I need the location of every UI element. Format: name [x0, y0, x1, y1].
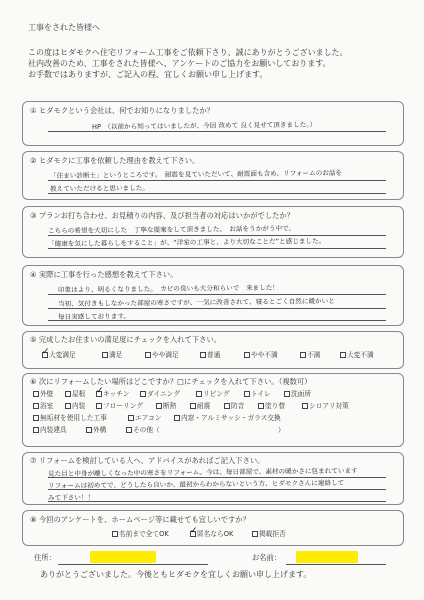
q6-option-interior[interactable]: 内装	[65, 402, 85, 411]
greeting: 工事をされた皆様へ	[28, 23, 100, 32]
q6-option-living[interactable]: リビング	[196, 390, 230, 399]
q4-question: ④ 実際に工事を行った感想を教えて下さい。	[30, 270, 178, 279]
checkbox-checked[interactable]	[42, 352, 48, 358]
checkbox[interactable]	[65, 391, 71, 397]
q6-option-termite[interactable]: シロアリ対策	[302, 402, 349, 411]
checkbox[interactable]	[33, 391, 39, 397]
checkbox[interactable]	[244, 352, 250, 358]
q8-option-anonymous-ok[interactable]: ✓ 匿名ならOK	[190, 530, 233, 539]
q5-option-very-satisfied[interactable]: ✓大変満足	[42, 351, 76, 360]
intro-line-2: 社内改善のため、工事をされた皆様へ、アンケートのご協力をお願いしております。	[28, 59, 331, 68]
checkbox[interactable]	[128, 415, 134, 421]
q5-option-neutral[interactable]: 普通	[200, 351, 220, 360]
checkbox[interactable]	[196, 391, 202, 397]
checkbox[interactable]	[200, 352, 206, 358]
q7-answer-line-3	[48, 501, 386, 502]
q6-option-flooring[interactable]: フローリング	[96, 402, 143, 411]
q8-question: ⑧ 今回のアンケートを、ホームページ等に載せても宜しいですか？	[30, 515, 250, 524]
q7-answer-1[interactable]: 見た目と中身が離しくなった中の寒さをリフォーム。今は、毎日部屋で、素材の暖かさに包まれています	[47, 466, 358, 478]
q3-answer-line-2	[48, 248, 386, 249]
q2-answer-2[interactable]: 教えていただけると思いました。	[49, 183, 149, 193]
q5-option-somewhat-satisfied[interactable]: やや満足	[145, 351, 179, 360]
q6-option-repaint[interactable]: 塗り替	[258, 402, 285, 411]
checkbox[interactable]	[340, 352, 346, 358]
address-redaction	[90, 551, 156, 563]
q5-option-satisfied[interactable]: 満足	[102, 351, 122, 360]
q2-answer-line-1	[48, 180, 386, 181]
q6-option-seismic[interactable]: 耐震	[190, 402, 210, 411]
q4-answer-1[interactable]: 印象はより、明るくなりました。 カビの臭いも大分和らいで 来ました！	[57, 283, 279, 294]
intro-line-3: お手数ではありますが、ご記入の程、宜しくお願い申し上げます。	[28, 70, 268, 79]
q5-question: ⑤ 完成したお住まいの満足度にチェックを入れて下さい。	[30, 335, 222, 344]
q4-answer-3[interactable]: 毎日実感しております。	[57, 312, 131, 321]
q6-option-soundproof[interactable]: 防音	[224, 402, 244, 411]
q6-option-other[interactable]: その他（	[126, 426, 160, 435]
q6-other-close: ）	[278, 426, 285, 434]
q3-answer-2[interactable]: 「健康を気にした暮らしをすること」が、“洋室の工事と、より大切なことだ”と感じました。	[47, 237, 326, 248]
thanks-message: ありがとうございました。今後ともヒダモクを宜しくお願い申し上げます。	[40, 570, 312, 579]
checkbox[interactable]	[145, 352, 151, 358]
q7-answer-2[interactable]: リフォームは初めてで、どうしたら良いか、最初からわからないという方、ヒダモクさんに連絡して	[47, 478, 345, 490]
checkbox[interactable]	[65, 403, 71, 409]
q5-option-dissatisfied[interactable]: 不満	[300, 351, 320, 360]
checkbox[interactable]	[174, 415, 180, 421]
name-line	[286, 564, 386, 565]
q6-option-solid-wood[interactable]: 無垢材を使用した工事	[33, 414, 107, 423]
checkbox[interactable]	[190, 403, 196, 409]
checkbox[interactable]	[302, 403, 308, 409]
q1-answer[interactable]: HP （以前から知ってはいましたが、今回 改めて 良く見せて頂きました。）	[91, 120, 317, 131]
q6-option-bathroom[interactable]: 浴室	[33, 402, 53, 411]
checkbox[interactable]	[258, 403, 264, 409]
q2-answer-1[interactable]: 「住まい診断士」というところです。 耐震を見ていただいて、耐震面も含め、リフォームのお話を	[49, 168, 343, 180]
q3-question: ③ プランお打ち合わせ、お見積りの内容、及び担当者の対応はいかがでしたか？	[30, 211, 295, 220]
q2-answer-line-2	[48, 193, 386, 194]
checkbox[interactable]	[33, 427, 39, 433]
q6-option-toilet[interactable]: トイレ	[244, 390, 271, 399]
q6-option-kitchen[interactable]: ✓ キッチン	[96, 390, 129, 399]
checkbox[interactable]	[300, 352, 306, 358]
checkbox[interactable]	[244, 391, 250, 397]
q8-option-decline[interactable]: 掲載拒否	[252, 530, 286, 539]
q7-question: ⑦ リフォームを検討している人へ、アドバイスがあればご記入下さい。	[30, 456, 265, 465]
q6-question: ⑥ 次にリフォームしたい場所はどこですか？□にチェックを入れて下さい。（複数可）	[30, 377, 312, 386]
q3-answer-1[interactable]: こちらの希望を大切にした 丁寧な提案をして頂きました。 お話をうかがう中で、	[47, 224, 296, 235]
checkbox-checked[interactable]	[190, 531, 196, 537]
q6-option-insulation[interactable]: 断熱	[156, 402, 176, 411]
q6-option-aircon[interactable]: エアコン	[128, 414, 161, 423]
checkbox[interactable]	[102, 352, 108, 358]
q5-option-somewhat-dissatisfied[interactable]: やや不満	[244, 351, 278, 360]
q6-option-washroom[interactable]: 洗面所	[284, 390, 311, 399]
checkbox[interactable]	[252, 531, 258, 537]
checkbox[interactable]	[284, 391, 290, 397]
q6-option-roof[interactable]: 屋根	[65, 390, 85, 399]
q4-answer-line-3	[48, 320, 386, 321]
q5-option-very-dissatisfied[interactable]: 大変不満	[340, 351, 374, 360]
q6-option-exterior[interactable]: 外構	[86, 426, 106, 435]
q2-question: ② ヒダモクに工事を依頼した理由を教えて下さい。	[30, 156, 200, 165]
checkbox[interactable]	[33, 403, 39, 409]
name-redaction	[296, 551, 358, 563]
checkbox[interactable]	[112, 531, 118, 537]
q6-option-dining[interactable]: ダイニング	[140, 390, 180, 399]
q6-option-exterior-wall[interactable]: 外壁	[33, 390, 53, 399]
q6-option-windows[interactable]: 内窓・アルミサッシ・ガラス交換	[174, 414, 281, 423]
address-label: 住所：	[34, 553, 56, 562]
checkbox[interactable]	[224, 403, 230, 409]
address-line	[58, 564, 208, 565]
q6-option-fittings[interactable]: 内装建具	[33, 426, 67, 435]
intro-line-1: この度はヒダモクへ住宅リフォーム工事をご依頼下さり、誠にありがとうございました。	[28, 48, 348, 57]
checkbox[interactable]	[126, 427, 132, 433]
q7-answer-line-2	[48, 489, 386, 490]
checkbox-checked[interactable]	[96, 391, 102, 397]
q1-answer-line	[48, 131, 386, 132]
q4-answer-2[interactable]: 当初、気付きもしなかった部屋の寒さですが、一気に改善されて、寝るとごく自然に暖かいと	[57, 297, 335, 308]
checkbox[interactable]	[33, 415, 39, 421]
q4-answer-line-1	[48, 294, 386, 295]
name-label: お名前：	[252, 553, 282, 562]
checkbox[interactable]	[156, 403, 162, 409]
checkbox[interactable]	[96, 403, 102, 409]
q7-answer-3[interactable]: みて下さい！！	[47, 493, 95, 502]
checkbox[interactable]	[140, 391, 146, 397]
q4-answer-line-2	[48, 308, 386, 309]
q1-question: ① ヒダモクという会社は、何でお知りになりましたか？	[30, 106, 214, 115]
q8-option-full-ok[interactable]: 名前まで全てOK	[112, 530, 169, 539]
checkbox[interactable]	[86, 427, 92, 433]
